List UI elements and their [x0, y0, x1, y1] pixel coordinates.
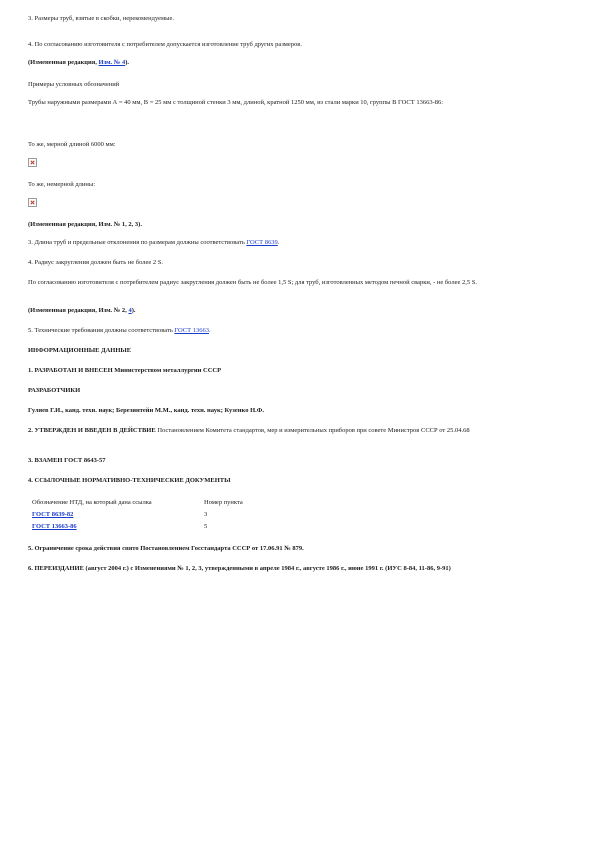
paragraph-reissue — [28, 564, 573, 574]
table-cell-doc — [30, 508, 202, 520]
broken-image-icon — [28, 198, 37, 207]
paragraph-developed: 1. РАЗРАБОТАН И ВНЕСЕН Министерством металлургии СССР — [28, 367, 222, 374]
gost-8639-82-link[interactable]: ГОСТ 8639-82 — [32, 510, 74, 518]
info-data-heading: ИНФОРМАЦИОННЫЕ ДАННЫЕ — [28, 347, 132, 354]
paragraph-length-tolerances — [28, 238, 573, 248]
developers-heading: РАЗРАБОТЧИКИ — [28, 387, 81, 394]
length-suffix: . — [277, 239, 280, 246]
paragraph-amended-24 — [28, 306, 573, 316]
paragraph-approved — [28, 426, 573, 436]
paragraph-radius: 4. Радиус закругления должен быть не более 2 S. — [28, 259, 164, 266]
paragraph-example-unmeasured: То же, немерной длины: — [28, 181, 96, 188]
paragraph-validity — [28, 544, 573, 554]
gost-13663-link[interactable]: ГОСТ 13663 — [174, 327, 209, 334]
table-header-clause: Номер пункта — [204, 498, 243, 506]
gost-8639-link[interactable]: ГОСТ 8639 — [246, 239, 278, 246]
paragraph-example-measured: То же, мерной длиной 6000 мм: — [28, 141, 116, 148]
length-text: 3. Длина труб и предельные отклонения по размерам должны соответствовать — [28, 239, 247, 246]
amended-prefix: (Измененная редакция, Изм. № 2, — [28, 307, 129, 314]
table-header-row — [30, 496, 245, 508]
gost-13663-86-link[interactable]: ГОСТ 13663-86 — [32, 522, 77, 530]
table-row — [30, 520, 245, 532]
approved-text: Постановлением Комитета стандартов, мер и измерительных приборов при совете Министров СССР от 25.04.68 — [155, 427, 470, 434]
amended-suffix: ). — [125, 59, 129, 66]
amended-prefix: (Измененная редакция, — [28, 59, 99, 66]
table-header-doc: Обозначение НТД, на который дана ссылка — [32, 498, 152, 506]
paragraph-amended-4 — [28, 58, 573, 68]
paragraph-amended-123: (Измененная редакция, Изм. № 1, 2, 3). — [28, 221, 142, 228]
validity-label: 5. Ограничение срока действия — [28, 545, 121, 552]
amendment-4-link[interactable]: Изм. № 4 — [98, 59, 126, 66]
tech-suffix: . — [208, 327, 211, 334]
paragraph-examples-heading: Примеры условных обозначений — [28, 81, 120, 88]
reissue-text: (август 2004 г.) с Изменениями № 1, 2, 3, утвержденными в апреле 1984 г., августе 1986 г., июне 1991 г. (ИУС 8-84, 11-86, 9-91) — [83, 565, 451, 572]
amended-suffix: ). — [131, 307, 136, 314]
approved-label: 2. УТВЕРЖДЕН И ВВЕДЕН В ДЕЙСТВИЕ — [28, 427, 156, 434]
paragraph-other-sizes: 4. По согласованию изготовителя с потребителем допускается изготовление труб других размеров. — [28, 41, 302, 48]
paragraph-technical-requirements — [28, 326, 573, 336]
paragraph-sizes-note: 3. Размеры труб, взятые в скобки, нерекомендуемые. — [28, 15, 174, 22]
reference-docs-table — [30, 496, 245, 532]
paragraph-example-pipes: Трубы наружными размерами А = 40 мм, В = 25 мм с толщиной стенки 3 мм, длиной, кратной 1250 мм, из стали марки 10, группы В ГОСТ 13663-86: — [28, 99, 444, 106]
broken-image-icon — [28, 158, 37, 167]
table-cell-doc — [30, 520, 202, 532]
table-cell-clause: 5 — [204, 522, 208, 530]
paragraph-radius-agreement: По согласованию изготовителя с потребителем радиус закругления должен быть не более 1,5 S; для труб, изготовленных методом печной сварки, - не более 2,5 S. — [28, 279, 477, 286]
reissue-label: 6. ПЕРЕИЗДАНИЕ — [28, 565, 84, 572]
reference-docs-heading: 4. ССЫЛОЧНЫЕ НОРМАТИВНО-ТЕХНИЧЕСКИЕ ДОКУМЕНТЫ — [28, 477, 231, 484]
validity-text: снято Постановлением Госстандарта СССР от 17.06.91 № 879. — [120, 545, 304, 552]
amendment-4-link[interactable]: 4 — [128, 307, 132, 314]
paragraph-replaces: 3. ВЗАМЕН ГОСТ 8643-57 — [28, 457, 106, 464]
tech-text: 5. Технические требования должны соответствовать — [28, 327, 175, 334]
developers-list: Гуляев Г.И., канд. техн. наук; Березинтейн М.М., канд. техн. наук; Кузенко Н.Ф. — [28, 407, 264, 414]
table-cell-clause: 3 — [204, 510, 208, 518]
table-row — [30, 508, 245, 520]
